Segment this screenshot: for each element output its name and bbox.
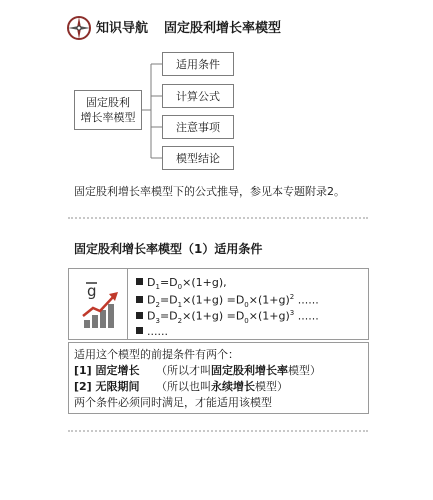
mindmap-branch-conclusion[interactable]: 模型结论 <box>162 146 234 170</box>
formula-line-3: $D_3=D_2\times(1+g) =D_0\times(1+g)^3$ ...... <box>136 309 319 325</box>
condition-2-label: [2] 无限期间 <box>74 380 140 393</box>
formula-line-4: ...... <box>136 325 168 338</box>
formula-line-2: $D_2=D_1\times(1+g) =D_0\times(1+g)^2$ ...... <box>136 293 319 309</box>
mindmap-branch-notes[interactable]: 注意事项 <box>162 115 234 139</box>
mindmap-root <box>74 90 142 130</box>
divider <box>68 217 368 219</box>
g-symbol: g <box>87 282 97 300</box>
mindmap-root-line2: 增长率模型 <box>80 111 136 124</box>
condition-1-note: （所以才叫固定股利增长率模型） <box>156 364 321 377</box>
formula-line-1: $D_1=D_0\times(1+g)$, <box>136 276 227 291</box>
condition-2 <box>74 378 364 394</box>
mindmap-root-line1: 固定股利 <box>86 96 130 109</box>
conditions-summary: 两个条件必须同时满足，才能适用该模型 <box>74 396 272 409</box>
growth-chart-icon <box>78 280 122 330</box>
mindmap-branch-conditions[interactable]: 适用条件 <box>162 52 234 76</box>
mindmap-branch-formula[interactable]: 计算公式 <box>162 84 234 108</box>
condition-1-label: [1] 固定增长 <box>74 364 140 377</box>
condition-1 <box>74 362 364 378</box>
nav-title: 知识导航 <box>96 21 149 36</box>
divider-bottom <box>68 430 368 432</box>
section-title: 固定股利增长率模型（1）适用条件 <box>74 242 263 256</box>
nav-topic: 固定股利增长率模型 <box>164 21 282 36</box>
condition-2-note: （所以也叫永续增长模型） <box>156 380 288 393</box>
conditions-intro: 适用这个模型的前提条件有两个： <box>74 348 239 361</box>
appendix-note: 固定股利增长率模型下的公式推导，参见本专题附录2。 <box>74 185 345 198</box>
